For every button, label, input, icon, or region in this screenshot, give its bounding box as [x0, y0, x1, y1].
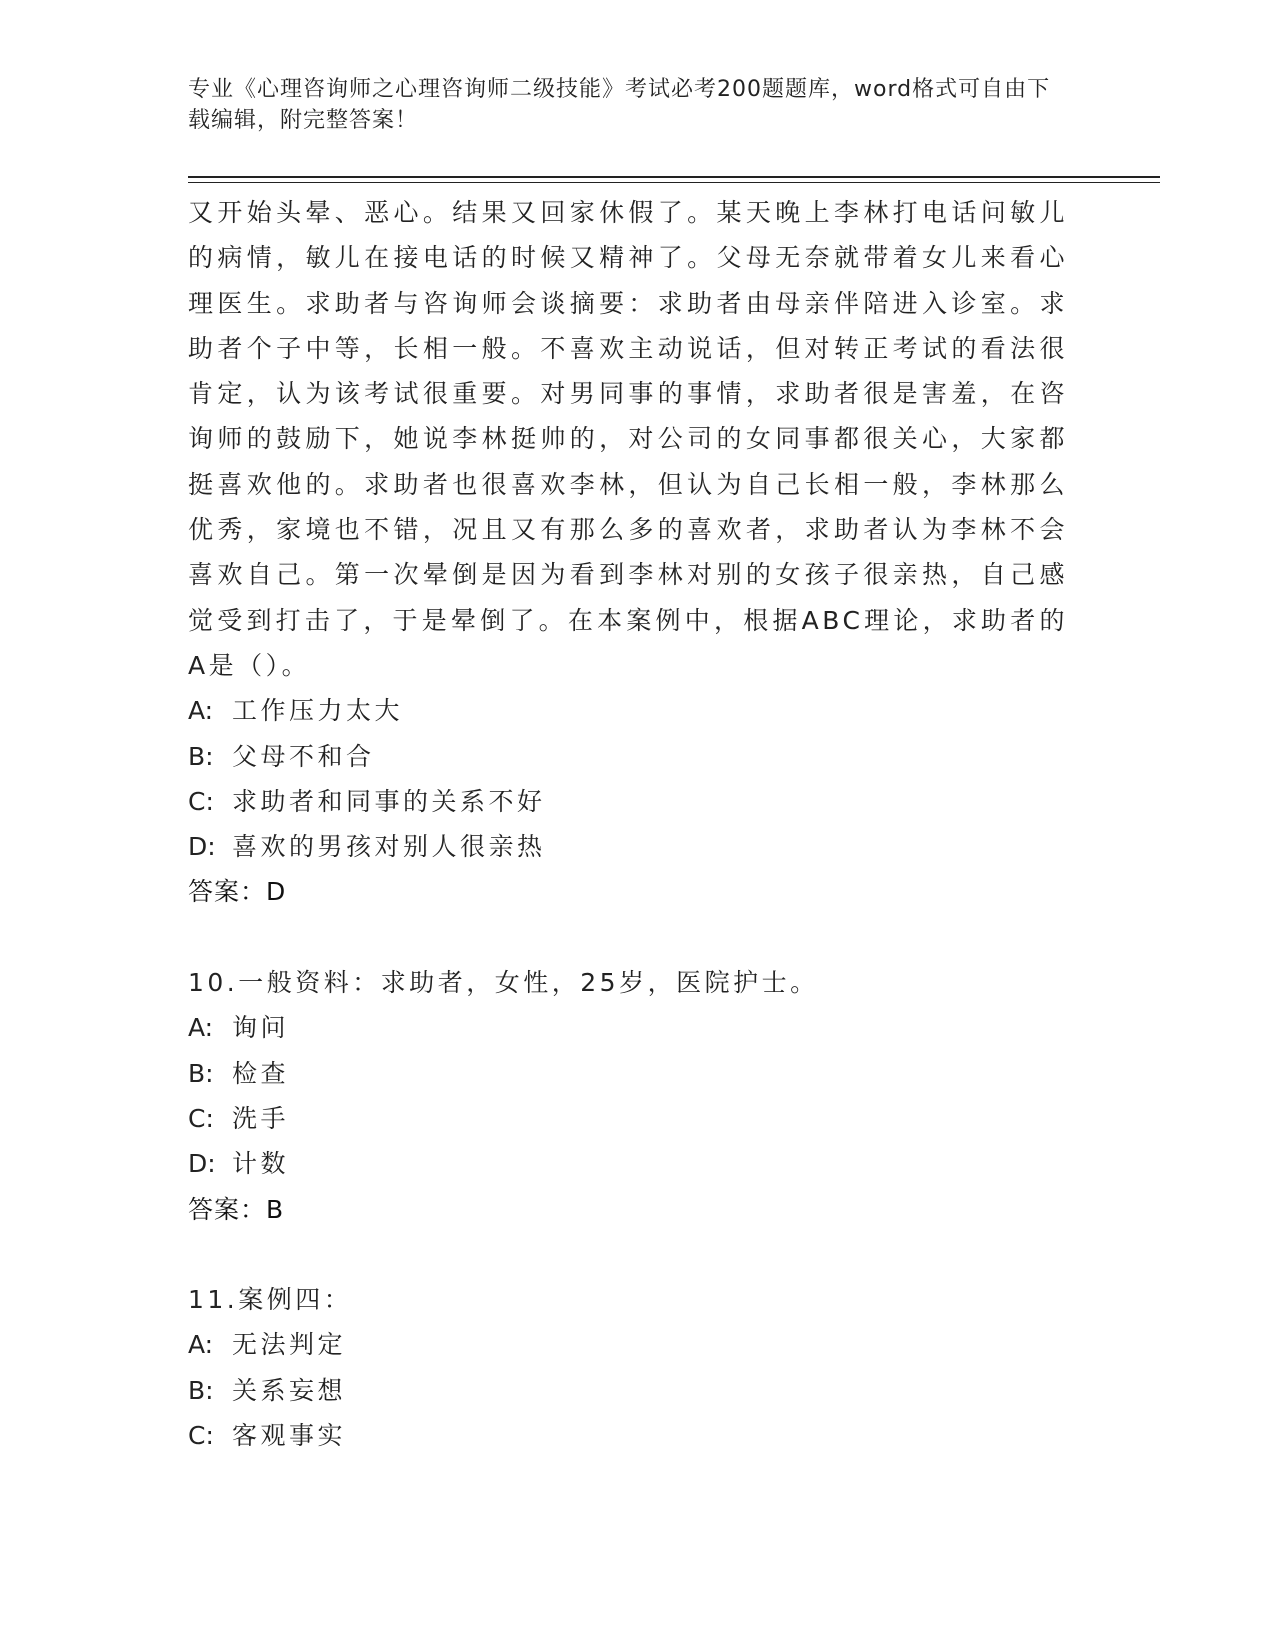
question-10-option-c [188, 1096, 1068, 1141]
header-rule-thin [188, 182, 1160, 183]
question-9-option-a [188, 688, 1068, 733]
question-10-text: 10.一般资料：求助者，女性，25岁，医院护士。 [188, 968, 819, 998]
question-10 [188, 960, 1068, 1232]
option-letter: C: [188, 1421, 214, 1451]
option-letter: C: [188, 1103, 214, 1133]
option-text: 客观事实 [232, 1421, 347, 1451]
spacer [188, 915, 1068, 960]
question-9-text: 又开始头晕、恶心。结果又回家休假了。某天晚上李林打电话问敏儿的病情，敏儿在接电话的时候又精神了。父母无奈就带着女儿来看心理医生。求助者与咨询师会谈摘要：求助者由母亲伴陪进入诊室。求助者个子中等，长相一般。不喜欢主动说话，但对转正考试的看法很肯定，认为该考试很重要。对男同事的事情，求助者很是害羞，在咨询师的鼓励下，她说李林挺帅的，对公司的女同事都很关心，大家都挺喜欢他的。求助者也很喜欢李林，但认为自己长相一般，李林那么优秀，家境也不错，况且又有那么多的喜欢者，求助者认为李林不会喜欢自己。第一次晕倒是因为看到李林对别的女孩子很亲热，自己感觉受到打击了，于是晕倒了。在本案例中，根据ABC理论，求助者的A是（）。 [188, 198, 1068, 680]
spacer [188, 1232, 1068, 1277]
option-text: 无法判定 [232, 1330, 347, 1360]
question-11-option-b [188, 1368, 1068, 1413]
question-9 [188, 190, 1068, 915]
document-body [188, 190, 1068, 1458]
option-text: 关系妄想 [232, 1375, 347, 1405]
option-text: 洗手 [232, 1103, 290, 1133]
option-text: 计数 [232, 1149, 290, 1179]
option-letter: B: [188, 741, 214, 771]
question-9-option-c [188, 779, 1068, 824]
option-letter: A: [188, 1330, 214, 1360]
option-letter: C: [188, 786, 214, 816]
option-text: 求助者和同事的关系不好 [232, 786, 546, 816]
question-11-option-c [188, 1413, 1068, 1458]
question-11 [188, 1277, 1068, 1458]
option-text: 工作压力太大 [232, 696, 404, 726]
question-10-answer: 答案：B [188, 1194, 285, 1224]
question-9-option-d [188, 824, 1068, 869]
option-letter: D: [188, 1149, 216, 1179]
option-text: 询问 [232, 1013, 290, 1043]
question-9-answer: 答案：D [188, 877, 287, 907]
question-10-option-b [188, 1051, 1068, 1096]
option-letter: B: [188, 1375, 214, 1405]
header-rule-thick [188, 176, 1160, 178]
option-text: 检查 [232, 1058, 290, 1088]
document-header: 专业《心理咨询师之心理咨询师二级技能》考试必考200题题库，word格式可自由下载编辑，附完整答案！ [188, 77, 1051, 133]
option-text: 父母不和合 [232, 741, 375, 771]
question-10-option-d [188, 1141, 1068, 1186]
option-letter: A: [188, 696, 214, 726]
question-9-option-b [188, 734, 1068, 779]
option-letter: A: [188, 1013, 214, 1043]
question-11-option-a [188, 1322, 1068, 1367]
question-10-option-a [188, 1005, 1068, 1050]
option-text: 喜欢的男孩对别人很亲热 [232, 832, 546, 862]
option-letter: B: [188, 1058, 214, 1088]
question-11-text: 11.案例四： [188, 1285, 353, 1315]
option-letter: D: [188, 832, 216, 862]
